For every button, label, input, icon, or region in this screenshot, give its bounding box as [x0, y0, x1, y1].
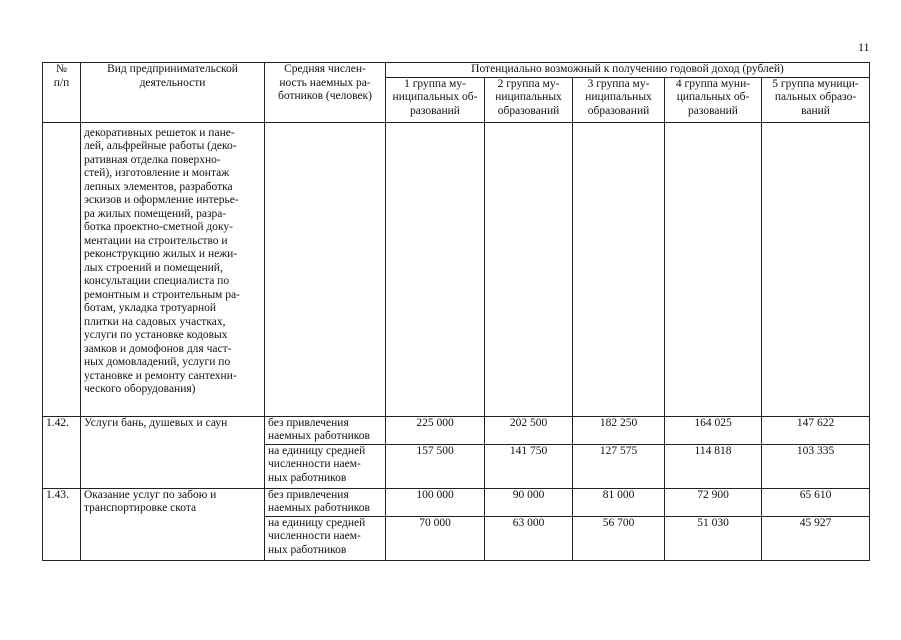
row-sublabel: без привлечения наемных работников	[265, 416, 386, 444]
header-group-1: 1 группа му- ниципальных об- разований	[386, 77, 485, 122]
row-number: 1.42.	[43, 416, 81, 488]
row-sublabel: на единицу средней численности наем- ных работников	[265, 516, 386, 560]
header-group-2: 2 группа му- ниципальных образований	[485, 77, 573, 122]
page-number: 11	[858, 40, 870, 54]
table-row	[43, 416, 870, 444]
row-sublabel: без привлечения наемных работников	[265, 488, 386, 516]
row-sublabel: на единицу средней численности наем- ных работников	[265, 444, 386, 488]
value-cell: 63 000	[485, 516, 573, 560]
value-cell: 100 000	[386, 488, 485, 516]
value-cell: 65 610	[762, 488, 870, 516]
value-cell: 51 030	[665, 516, 762, 560]
value-cell: 81 000	[573, 488, 665, 516]
table-row	[43, 488, 870, 516]
header-group-4: 4 группа муни- ципальных об- разований	[665, 77, 762, 122]
row-number: 1.43.	[43, 488, 81, 560]
value-cell: 182 250	[573, 416, 665, 444]
value-cell: 45 927	[762, 516, 870, 560]
value-cell: 157 500	[386, 444, 485, 488]
value-cell: 72 900	[665, 488, 762, 516]
value-cell: 56 700	[573, 516, 665, 560]
header-group-5: 5 группа муници- пальных образо- ваний	[762, 77, 870, 122]
value-cell: 225 000	[386, 416, 485, 444]
value-cell: 114 818	[665, 444, 762, 488]
value-cell: 70 000	[386, 516, 485, 560]
value-cell: 127 575	[573, 444, 665, 488]
table-row-continued	[43, 122, 870, 416]
header-income: Потенциально возможный к получению годовой доход (рублей)	[386, 63, 870, 78]
header-num: № п/п	[43, 63, 81, 123]
value-cell: 164 025	[665, 416, 762, 444]
continued-activity-text: декоративных решеток и пане- лей, альфрейные работы (деко- ративная отделка поверхно- стей), изготовление и монтаж лепных элементов, разработка эскизов и оформление интерье- ра жилых помещений, разра- ботка проектно-сметной доку- ментации на строительство и реконструкцию жилых и нежи- лых строений и помещений, консультации специалиста по ремонтным и строительным ра- ботам, укладка тротуарной плитки на садовых участках, услуги по установке кодовых замков и домофонов для част- ных домовладений, услуги по установке и ремонту сантехни- ческого оборудования)	[81, 122, 265, 416]
value-cell: 141 750	[485, 444, 573, 488]
row-activity: Услуги бань, душевых и саун	[81, 416, 265, 488]
row-activity: Оказание услуг по забою и транспортировке скота	[81, 488, 265, 560]
value-cell: 147 622	[762, 416, 870, 444]
value-cell: 90 000	[485, 488, 573, 516]
header-avg-workers: Средняя числен- ность наемных ра- ботников (человек)	[265, 63, 386, 123]
income-table	[42, 62, 870, 561]
header-group-3: 3 группа му- ниципальных образований	[573, 77, 665, 122]
value-cell: 103 335	[762, 444, 870, 488]
value-cell: 202 500	[485, 416, 573, 444]
header-activity: Вид предпринимательской деятельности	[81, 63, 265, 123]
